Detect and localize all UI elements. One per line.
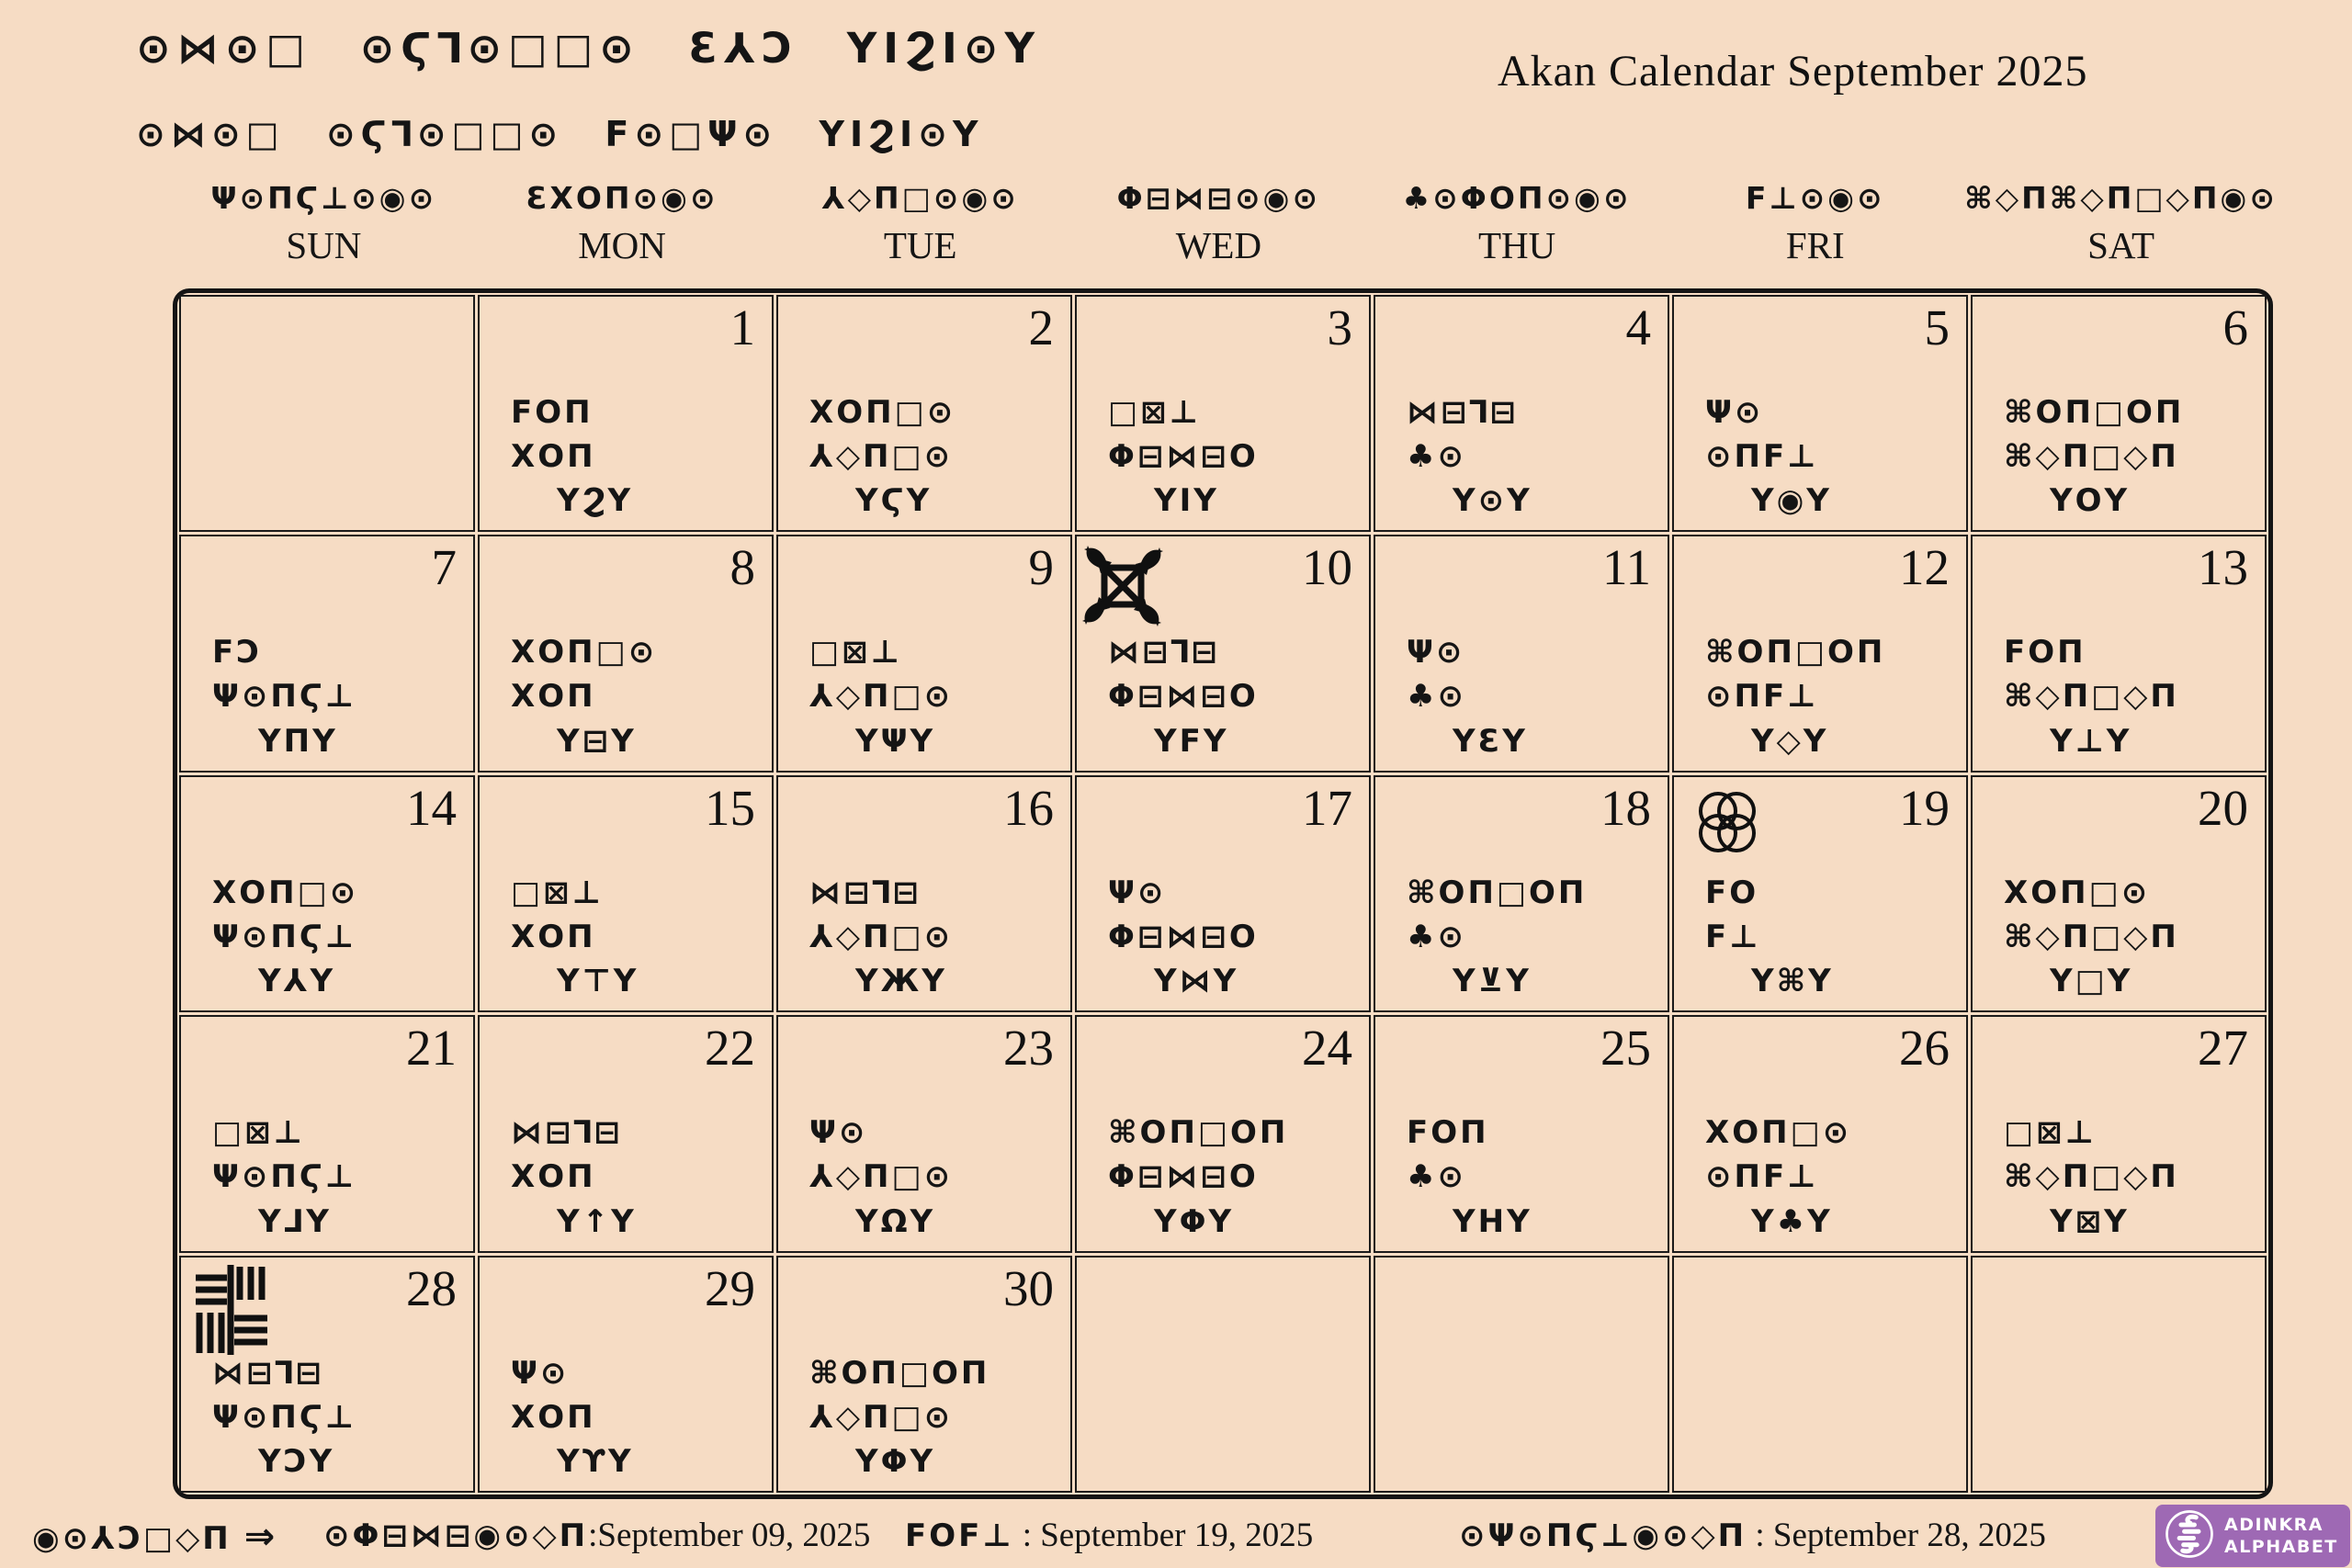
day-cell (179, 295, 475, 532)
weekday-name-adinkra: ♣⊙ (1407, 918, 1466, 955)
day-numeral-adinkra: Υ⊙Υ (1453, 482, 1532, 520)
cycle-day-name: Ψ⊙ (1705, 394, 1764, 431)
day-number: 17 (1302, 779, 1352, 836)
day-number: 14 (406, 779, 457, 836)
weekday-adinkra-label: ƐⅩΟΠ⊙◉⊙ (526, 180, 718, 216)
weekday-english-label: FRI (1785, 224, 1845, 266)
day-numeral-adinkra: ΥƆΥ (258, 1442, 335, 1480)
cycle-day-name: ⅩΟΠ□⊙ (511, 634, 658, 671)
weekday-name-adinkra: ⌘◇Π□◇Π (2004, 1158, 2179, 1196)
awukudae-horned-square-icon (1077, 538, 1169, 634)
weekday-name-adinkra: Ψ⊙ΠϚ⊥ (212, 678, 356, 716)
cycle-day-name: ⅩΟΠ□⊙ (809, 394, 956, 431)
day-cell-15 (478, 775, 774, 1012)
adinkra-alphabet-logo (2155, 1505, 2350, 1567)
day-cell-1 (478, 295, 774, 532)
day-number: 8 (729, 539, 755, 596)
day-cell-21 (179, 1015, 475, 1252)
cycle-day-name: ⌘ΟΠ□ΟΠ (1407, 874, 1588, 911)
weekday-name-adinkra: Φ⊟⋈⊟Ο (1108, 918, 1259, 955)
day-cell (1075, 1256, 1371, 1493)
weekday-header-tue (771, 180, 1069, 267)
page-title: Akan Calendar September 2025 (1498, 47, 2088, 96)
day-number: 20 (2198, 779, 2248, 836)
cycle-day-name: ϜƆ (212, 634, 263, 671)
weekday-name-adinkra: ♣⊙ (1407, 438, 1466, 475)
legend-item (1459, 1516, 2046, 1555)
day-cell-10 (1075, 535, 1371, 772)
legend-item-date: :September 09, 2025 (588, 1517, 871, 1554)
cycle-day-name: Ψ⊙ (1108, 874, 1167, 911)
day-cell-8 (478, 535, 774, 772)
weekday-name-adinkra: ⊙ΠϜ⊥ (1705, 1158, 1819, 1196)
day-number: 22 (705, 1020, 755, 1077)
day-number: 4 (1625, 299, 1651, 355)
day-numeral-adinkra: ΥϨΥ (557, 482, 634, 520)
day-numeral-adinkra: Υ⊥Υ (2050, 722, 2132, 760)
day-cell-6 (1971, 295, 2267, 532)
weekday-header-fri (1666, 180, 1964, 267)
weekday-name-adinkra: ⅄◇Π□⊙ (809, 918, 954, 955)
day-numeral-adinkra: Υ□Υ (2050, 963, 2133, 1000)
day-cell-23 (776, 1015, 1072, 1252)
cycle-day-name: Ψ⊙ (809, 1114, 868, 1152)
day-numeral-adinkra: ΥƐΥ (1453, 722, 1528, 760)
day-cell (1672, 1256, 1968, 1493)
day-numeral-adinkra: Υ◇Υ (1751, 722, 1829, 760)
day-number: 29 (705, 1259, 755, 1316)
day-numeral-adinkra: ΥΩΥ (855, 1202, 936, 1240)
weekday-name-adinkra: Ψ⊙ΠϚ⊥ (212, 918, 356, 955)
day-cell-19 (1672, 775, 1968, 1012)
weekday-english-label: MON (578, 224, 666, 266)
legend-item-date: : September 28, 2025 (1747, 1517, 2046, 1554)
day-number: 15 (705, 779, 755, 836)
weekday-adinkra-label: Ψ⊙ΠϚ⊥⊙◉⊙ (210, 180, 437, 216)
day-numeral-adinkra: ΥΗΥ (1453, 1202, 1532, 1240)
cycle-day-name: ⌘ΟΠ□ΟΠ (2004, 394, 2185, 431)
weekday-adinkra-label: ⅄◇Π□⊙◉⊙ (821, 180, 1019, 216)
day-number: 25 (1600, 1020, 1651, 1077)
day-number: 19 (1899, 779, 1950, 836)
day-cell-27 (1971, 1015, 2267, 1252)
day-numeral-adinkra: Υ⊠Υ (2050, 1202, 2130, 1240)
day-cell-20 (1971, 775, 2267, 1012)
cycle-day-name: ⅩΟΠ□⊙ (212, 874, 359, 911)
day-cell-28 (179, 1256, 475, 1493)
weekday-name-adinkra: ⌘◇Π□◇Π (2004, 438, 2179, 475)
weekday-name-adinkra: ⅄◇Π□⊙ (809, 678, 954, 716)
weekday-name-adinkra: Φ⊟⋈⊟Ο (1108, 678, 1259, 716)
cycle-day-name: ϜΟΠ (511, 394, 594, 431)
cycle-day-name: □⊠⊥ (212, 1114, 305, 1152)
weekday-header-sat (1964, 180, 2278, 267)
legend-item (905, 1516, 1313, 1555)
weekday-name-adinkra: Ψ⊙ΠϚ⊥ (212, 1158, 356, 1196)
day-number: 30 (1003, 1259, 1054, 1316)
cycle-day-name: ⋈⊟⅂⊟ (511, 1114, 623, 1152)
day-cell-22 (478, 1015, 774, 1252)
weekday-header-thu (1368, 180, 1667, 267)
day-number: 2 (1028, 299, 1054, 355)
day-number: 7 (431, 539, 457, 596)
day-numeral-adinkra: ΥΦΥ (855, 1442, 936, 1480)
weekday-english-label: WED (1175, 224, 1262, 266)
day-number: 13 (2198, 539, 2248, 596)
weekday-header-mon (473, 180, 772, 267)
day-number: 28 (406, 1259, 457, 1316)
day-cell-4 (1374, 295, 1669, 532)
cycle-day-name: ϜΟΠ (1407, 1114, 1489, 1152)
cycle-day-name: ⌘ΟΠ□ΟΠ (1705, 634, 1886, 671)
day-numeral-adinkra: ΥϚΥ (855, 482, 933, 520)
day-numeral-adinkra: ΥΟΥ (2050, 482, 2131, 520)
day-numeral-adinkra: Υ⅃Υ (258, 1202, 332, 1240)
day-number: 18 (1600, 779, 1651, 836)
day-cell-17 (1075, 775, 1371, 1012)
day-cell-14 (179, 775, 475, 1012)
weekday-english-label: THU (1477, 224, 1556, 266)
cycle-day-name: ⋈⊟⅂⊟ (1407, 394, 1519, 431)
logo-line2: ALPHABET (2224, 1537, 2338, 1557)
day-cell-30 (776, 1256, 1072, 1493)
adinkra-title-line2: ⊙⋈⊙□ ⊙Ϛ⅂⊙□□⊙ Ϝ⊙□Ψ⊙ ΥΙϨΙ⊙Υ (136, 114, 984, 154)
day-numeral-adinkra: Υ⊻Υ (1453, 963, 1532, 1000)
weekday-header-row (175, 180, 2278, 267)
cycle-day-name: ⋈⊟⅂⊟ (212, 1354, 324, 1392)
legend-item-adinkra-name: ⊙Φ⊟⋈⊟◉⊙◇Π (323, 1517, 589, 1554)
day-cell-12 (1672, 535, 1968, 772)
weekday-header-wed (1069, 180, 1368, 267)
day-cell-2 (776, 295, 1072, 532)
day-number: 10 (1302, 539, 1352, 596)
day-cell-26 (1672, 1015, 1968, 1252)
weekday-name-adinkra: ⅄◇Π□⊙ (809, 438, 954, 475)
day-number: 12 (1899, 539, 1950, 596)
day-numeral-adinkra: Υ⅄Υ (258, 963, 336, 1000)
weekday-english-label: SAT (2087, 224, 2155, 266)
weekday-name-adinkra: ⊙ΠϜ⊥ (1705, 438, 1819, 475)
day-numeral-adinkra: ΥΙΥ (1154, 482, 1219, 520)
fofie-four-circles-icon (1687, 783, 1768, 863)
cycle-day-name: ⌘ΟΠ□ΟΠ (809, 1354, 990, 1392)
weekday-name-adinkra: ⌘◇Π□◇Π (2004, 918, 2179, 955)
day-number: 16 (1003, 779, 1054, 836)
legend-key-label: ◉⊙⅄Ɔ□◇Π (32, 1520, 232, 1557)
day-cell-3 (1075, 295, 1371, 532)
day-number: 6 (2222, 299, 2248, 355)
day-cell-16 (776, 775, 1072, 1012)
day-numeral-adinkra: ΥΠΥ (258, 722, 338, 760)
day-cell-9 (776, 535, 1072, 772)
weekday-name-adinkra: ♣⊙ (1407, 678, 1466, 716)
day-numeral-adinkra: Υ♣Υ (1751, 1202, 1833, 1240)
day-number: 9 (1028, 539, 1054, 596)
cycle-day-name: □⊠⊥ (809, 634, 902, 671)
weekday-header-sun (175, 180, 473, 267)
cycle-day-name: ⋈⊟⅂⊟ (809, 874, 922, 911)
weekday-name-adinkra: ⅄◇Π□⊙ (809, 1398, 954, 1436)
day-number: 5 (1924, 299, 1950, 355)
weekday-name-adinkra: ⌘◇Π□◇Π (2004, 678, 2179, 716)
cycle-day-name: □⊠⊥ (1108, 394, 1201, 431)
day-numeral-adinkra: Υ⊤Υ (557, 963, 639, 1000)
arrow-right-icon: ⇒ (243, 1516, 276, 1558)
weekday-name-adinkra: ⊙ΠϜ⊥ (1705, 678, 1819, 716)
day-number: 1 (729, 299, 755, 355)
weekday-adinkra-label: Φ⊟⋈⊟⊙◉⊙ (1116, 180, 1321, 216)
weekday-name-adinkra: Ϝ⊥ (1705, 918, 1761, 955)
day-numeral-adinkra: ΥϜΥ (1154, 722, 1229, 760)
cycle-day-name: ϜΟ (1705, 874, 1759, 911)
day-number: 27 (2198, 1020, 2248, 1077)
day-number: 24 (1302, 1020, 1352, 1077)
weekday-name-adinkra: Ψ⊙ΠϚ⊥ (212, 1398, 356, 1436)
day-numeral-adinkra: ΥΦΥ (1154, 1202, 1235, 1240)
day-numeral-adinkra: Υ⌘Υ (1751, 963, 1834, 1000)
day-numeral-adinkra: ΥΨΥ (855, 722, 936, 760)
cycle-day-name: ϜΟΠ (2004, 634, 2086, 671)
weekday-name-adinkra: Φ⊟⋈⊟Ο (1108, 438, 1259, 475)
day-numeral-adinkra: Υ◉Υ (1751, 482, 1832, 520)
day-cell-25 (1374, 1015, 1669, 1252)
day-cell-7 (179, 535, 475, 772)
legend-key (32, 1516, 275, 1558)
akwasidae-woven-icon (188, 1261, 273, 1359)
weekday-english-label: TUE (883, 224, 957, 266)
cycle-day-name: ⋈⊟⅂⊟ (1108, 634, 1220, 671)
cycle-day-name: Ψ⊙ (1407, 634, 1465, 671)
day-cell-11 (1374, 535, 1669, 772)
day-number: 26 (1899, 1020, 1950, 1077)
day-numeral-adinkra: ΥϒΥ (557, 1442, 634, 1480)
legend-item-adinkra-name: ⊙Ψ⊙ΠϚ⊥◉⊙◇Π (1459, 1517, 1747, 1554)
weekday-name-adinkra: ♣⊙ (1407, 1158, 1466, 1196)
gye-nyame-icon (2163, 1507, 2216, 1564)
day-cell-29 (478, 1256, 774, 1493)
calendar-grid (173, 288, 2273, 1499)
weekday-adinkra-label: Ϝ⊥⊙◉⊙ (1745, 180, 1885, 216)
day-numeral-adinkra: Υ⋈Υ (1154, 963, 1239, 1000)
cycle-day-name: ⌘ΟΠ□ΟΠ (1108, 1114, 1289, 1152)
weekday-name-adinkra: Φ⊟⋈⊟Ο (1108, 1158, 1259, 1196)
weekday-adinkra-label: ⌘◇Π⌘◇Π□◇Π◉⊙ (1964, 180, 2278, 216)
day-cell (1971, 1256, 2267, 1493)
weekday-name-adinkra: ⅩΟΠ (511, 918, 596, 955)
day-cell-18 (1374, 775, 1669, 1012)
weekday-name-adinkra: ⅩΟΠ (511, 1398, 596, 1436)
cycle-day-name: □⊠⊥ (511, 874, 604, 911)
legend-item-date: : September 19, 2025 (1013, 1517, 1314, 1554)
cycle-day-name: Ψ⊙ (511, 1354, 570, 1392)
day-cell (1374, 1256, 1669, 1493)
day-numeral-adinkra: Υ⊟Υ (557, 722, 637, 760)
logo-line1: ADINKRA (2224, 1515, 2324, 1535)
cycle-day-name: ⅩΟΠ□⊙ (2004, 874, 2151, 911)
weekday-name-adinkra: ⅩΟΠ (511, 438, 596, 475)
day-numeral-adinkra: ΥЖΥ (855, 963, 947, 1000)
weekday-name-adinkra: ⅩΟΠ (511, 1158, 596, 1196)
weekday-name-adinkra: ⅄◇Π□⊙ (809, 1158, 954, 1196)
day-cell-13 (1971, 535, 2267, 772)
cycle-day-name: □⊠⊥ (2004, 1114, 2097, 1152)
legend-item (323, 1516, 870, 1555)
weekday-name-adinkra: ⅩΟΠ (511, 678, 596, 716)
legend-item-adinkra-name: ϜΟϜ⊥ (905, 1517, 1014, 1554)
day-number: 3 (1327, 299, 1352, 355)
day-numeral-adinkra: Υ↑Υ (557, 1202, 637, 1240)
day-number: 21 (406, 1020, 457, 1077)
adinkra-title-line1: ⊙⋈⊙□ ⊙Ϛ⅂⊙□□⊙ Ɛ⅄Ɔ ΥΙϨΙ⊙Υ (136, 24, 1042, 73)
cycle-day-name: ⅩΟΠ□⊙ (1705, 1114, 1852, 1152)
day-number: 11 (1602, 539, 1651, 596)
day-cell-5 (1672, 295, 1968, 532)
weekday-adinkra-label: ♣⊙ΦΟΠ⊙◉⊙ (1402, 180, 1632, 216)
weekday-english-label: SUN (286, 224, 362, 266)
day-number: 23 (1003, 1020, 1054, 1077)
day-cell-24 (1075, 1015, 1371, 1252)
